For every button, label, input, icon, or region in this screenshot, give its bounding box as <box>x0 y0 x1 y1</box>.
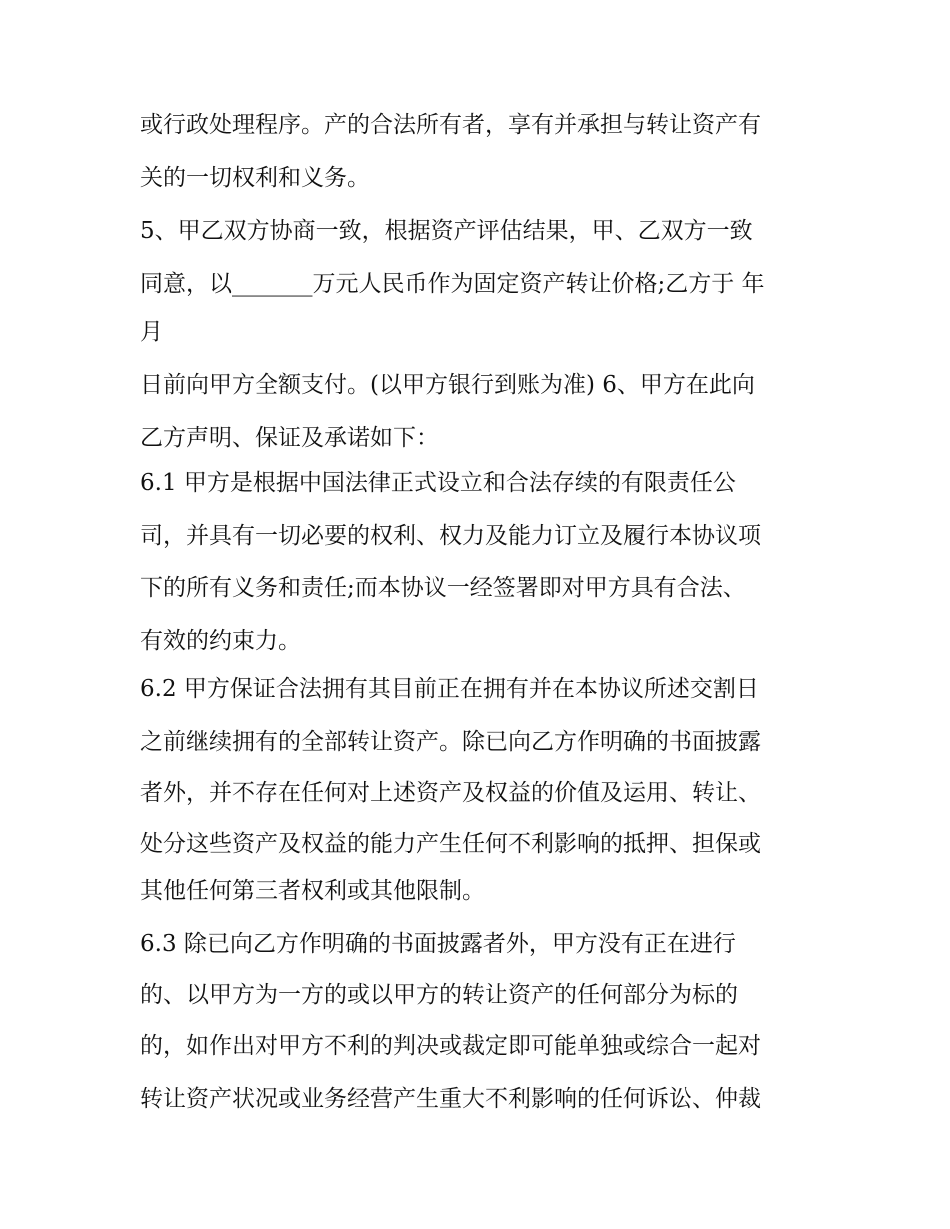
text-line-2: 关的一切权利和义务。 <box>140 165 370 191</box>
text-line-6: 日前向甲方全额支付。(以甲方银行到账为准) 6、甲方在此向 <box>140 372 755 398</box>
text-line-17: 6.3 除已向乙方作明确的书面披露者外，甲方没有正在进行 <box>140 931 736 957</box>
text-line-12: 6.2 甲方保证合法拥有其目前正在拥有并在本协议所述交割日 <box>140 676 759 702</box>
text-line-13: 之前继续拥有的全部转让资产。除已向乙方作明确的书面披露 <box>140 729 761 755</box>
text-line-15: 处分这些资产及权益的能力产生任何不利影响的抵押、担保或 <box>140 831 761 857</box>
text-line-8: 6.1 甲方是根据中国法律正式设立和合法存续的有限责任公 <box>140 470 736 496</box>
text-line-4: 同意，以_______万元人民币作为固定资产转让价格;乙方于 年 <box>140 271 765 297</box>
text-line-20: 转让资产状况或业务经营产生重大不利影响的任何诉讼、仲裁 <box>140 1086 761 1112</box>
text-line-11: 有效的约束力。 <box>140 628 301 654</box>
text-line-10: 下的所有义务和责任;而本协议一经签署即对甲方具有合法、 <box>140 575 746 601</box>
text-line-9: 司，并具有一切必要的权利、权力及能力订立及履行本协议项 <box>140 523 761 549</box>
text-line-7: 乙方声明、保证及承诺如下： <box>140 425 439 451</box>
text-line-14: 者外，并不存在任何对上述资产及权益的价值及运用、转让、 <box>140 780 761 806</box>
text-line-19: 的，如作出对甲方不利的判决或裁定即可能单独或综合一起对 <box>140 1033 761 1059</box>
text-line-18: 的、以甲方为一方的或以甲方的转让资产的任何部分为标的 <box>140 982 738 1008</box>
text-line-5: 月 <box>140 319 163 345</box>
text-line-1: 或行政处理程序。产的合法所有者，享有并承担与转让资产有 <box>140 112 761 138</box>
text-line-3: 5、甲乙双方协商一致，根据资产评估结果，甲、乙双方一致 <box>140 218 753 244</box>
text-line-16: 其他任何第三者权利或其他限制。 <box>140 878 485 904</box>
